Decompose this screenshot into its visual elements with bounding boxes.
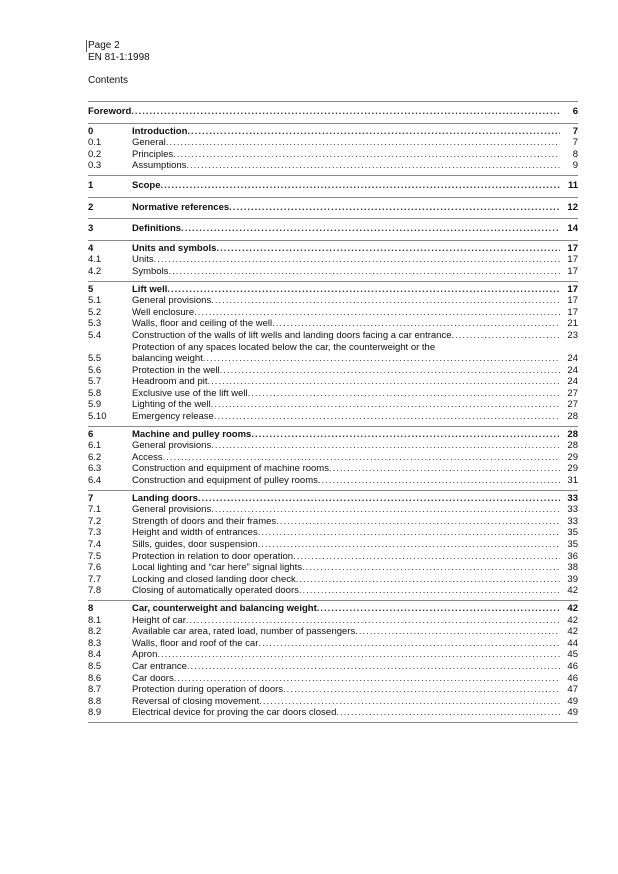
toc-page-number: 21 [567,318,578,330]
toc-entry[interactable] [88,475,578,487]
toc-entry-number: 5.10 [88,411,107,423]
toc-entry-number: 5.4 [88,329,102,341]
leader-dots [293,551,560,563]
toc-page-number: 23 [567,329,578,341]
toc-section [88,123,578,175]
toc-entry-title: Access [132,451,163,463]
toc-page-number: 17 [567,242,578,254]
toc-entry[interactable] [88,527,578,539]
toc-entry-number: 8.8 [88,695,102,707]
toc-section [88,218,578,240]
toc-heading-entry[interactable] [88,603,578,615]
toc-entry-number: 7 [88,492,94,504]
toc-page-number: 28 [567,440,578,452]
toc-entry[interactable] [88,440,578,452]
toc-entry-title: Car, counterweight and balancing weight [132,602,317,614]
toc-entry-title: Lighting of the well [132,399,211,411]
toc-page-number: 7 [572,125,578,137]
leader-dots [181,223,560,235]
toc-heading-entry[interactable] [88,493,578,505]
toc-entry-title: Strength of doors and their frames [132,515,277,527]
toc-entry[interactable] [88,295,578,307]
leader-dots [251,429,560,441]
toc-entry[interactable] [88,399,578,411]
toc-entry[interactable] [88,411,578,423]
leader-dots [258,638,560,650]
leader-dots [173,149,560,161]
toc-entry-number: 5.9 [88,399,102,411]
toc-entry[interactable] [88,137,578,149]
toc-entry-number: 5.7 [88,376,102,388]
toc-page-number: 28 [567,411,578,423]
toc-entry-number: 5.8 [88,387,102,399]
toc-page-number: 28 [567,428,578,440]
toc-entry-number: 8 [88,602,94,614]
toc-page-number: 42 [567,602,578,614]
toc-page-number: 12 [567,201,578,213]
toc-entry-title: Lift well [132,283,168,295]
toc-entry[interactable] [88,160,578,172]
toc-entry-title: Construction of the walls of lift wells and landing doors facing a car entrance [132,329,452,341]
toc-entry-number: 6 [88,428,94,440]
toc-entry-number: 8.4 [88,649,102,661]
toc-section [88,600,578,723]
toc-entry-title: Walls, floor and ceiling of the well [132,318,273,330]
toc-entry[interactable] [88,562,578,574]
toc-entry-title: General provisions [132,440,212,452]
toc-section [88,197,578,219]
toc-entry-title: Symbols [132,265,169,277]
toc-entry[interactable] [88,365,578,377]
leader-dots [187,126,560,138]
toc-entry-title-continued: balancing weight [132,353,203,365]
toc-page-number: 42 [567,585,578,597]
toc-page-number: 35 [567,527,578,539]
leader-dots [168,266,560,278]
toc-entry-title: Height of car [132,614,186,626]
toc-page-number: 17 [567,295,578,307]
leader-dots [161,180,560,192]
toc-page-number: 17 [567,265,578,277]
toc-entry[interactable] [88,707,578,719]
toc-entry-title: Walls, floor and roof of the car [132,637,259,649]
leader-dots [276,516,560,528]
toc-entry[interactable] [88,638,578,650]
toc-entry-number: 5 [88,283,94,295]
toc-entry-number: 5.2 [88,306,102,318]
toc-section [88,101,578,123]
leader-dots [299,585,560,597]
toc-entry-title: Car entrance [132,660,187,672]
toc-entry-title: General provisions [132,295,212,307]
toc-entry-number: 4.2 [88,265,102,277]
toc-page-number: 29 [567,451,578,463]
toc-heading-entry[interactable] [88,202,578,214]
toc-entry-number: 7.1 [88,504,102,516]
toc-entry[interactable] [88,684,578,696]
toc-entry-number: 8.1 [88,614,102,626]
leader-dots [211,504,560,516]
toc-entry-number: 8.6 [88,672,102,684]
toc-entry-title: Units [132,254,154,266]
toc-page-number: 42 [567,614,578,626]
toc-entry[interactable] [88,452,578,464]
toc-entry[interactable] [88,318,578,330]
toc-entry-number: 5.5 [88,353,102,365]
leader-dots [211,440,560,452]
toc-page-number: 46 [567,672,578,684]
toc-entry-title: Construction and equipment of machine rooms [132,463,329,475]
toc-page-number: 45 [567,649,578,661]
toc-entry-title: Electrical device for proving the car doors closed [132,707,337,719]
leader-dots [220,365,560,377]
leader-dots [216,243,560,255]
toc-entry-number: 7.6 [88,562,102,574]
toc-entry-title: Normative references [132,201,230,213]
toc-entry-title: Apron [132,649,158,661]
leader-dots [317,603,560,615]
toc-entry-title: Local lighting and “car here” signal lights [132,562,303,574]
toc-entry[interactable] [88,149,578,161]
toc-entry[interactable] [88,388,578,400]
toc-entry-number: 6.3 [88,463,102,475]
toc-section [88,175,578,197]
toc-entry-title: Headroom and pit [132,376,208,388]
toc-entry-title: Units and symbols [132,242,217,254]
toc-entry-number: 7.7 [88,573,102,585]
leader-dots [355,626,560,638]
toc-entry[interactable] [88,626,578,638]
toc-entry-number: 7.4 [88,539,102,550]
leader-dots [248,388,560,400]
toc-page-number: 33 [567,515,578,527]
toc-entry-number: 5.3 [88,318,102,330]
toc-entry-number: 6.2 [88,451,102,463]
toc-heading-entry[interactable] [88,126,578,138]
toc-entry-title: Protection of any spaces located below the car, the counterweight or the [132,341,436,353]
toc-section [88,281,578,426]
toc-entry-title: Protection during operation of doors [132,684,284,696]
toc-entry-number: 4 [88,242,94,254]
toc-entry-title: Introduction [132,125,188,137]
toc-entry-title: Reversal of closing movement [132,695,260,707]
toc-entry-number: 0.2 [88,148,102,160]
toc-entry-number: 0.3 [88,160,102,172]
toc-entry[interactable] [88,376,578,388]
leader-dots [302,562,560,574]
contents-title: Contents [88,75,129,86]
toc-page-number: 17 [567,306,578,318]
leader-dots [131,106,560,118]
toc-page-number: 24 [567,376,578,388]
toc-page-number: 39 [567,573,578,585]
toc-page-number: 49 [567,695,578,707]
leader-dots [336,707,560,719]
toc-entry-number: 8.5 [88,660,102,672]
toc-entry-title: Foreword [88,106,132,117]
toc-entry-number: 6.1 [88,440,102,452]
toc-page-number: 33 [567,492,578,504]
standard-id-header: EN 81-1:1998 [88,52,150,63]
toc-page-number: 14 [567,223,578,235]
toc-entry[interactable] [88,539,578,551]
page-number-header: Page 2 [86,40,578,52]
toc-heading-entry[interactable] [88,223,578,235]
toc-entry-title: General [132,137,166,149]
toc-entry[interactable] [88,615,578,627]
toc-page-number: 24 [567,353,578,365]
toc-page-number: 9 [572,160,578,172]
toc-entry-title: Car doors [132,672,174,684]
document-page [88,40,578,723]
leader-dots [163,452,560,464]
toc-entry-title: General provisions [132,504,212,516]
toc-entry-title: Emergency release [132,411,214,423]
toc-entry[interactable] [88,330,578,342]
toc-heading-entry[interactable] [88,180,578,192]
toc-page-number: 27 [567,399,578,411]
toc-entry-title: Closing of automatically operated doors [132,585,299,597]
toc-entry[interactable] [88,266,578,278]
toc-entry-title: Machine and pulley rooms [132,428,252,440]
toc-section [88,240,578,281]
toc-entry-title: Construction and equipment of pulley rooms [132,475,318,487]
toc-entry-number: 8.3 [88,637,102,649]
table-of-contents [88,101,578,723]
leader-dots [283,684,560,696]
toc-entry-title: Protection in relation to door operation [132,550,294,562]
toc-entry-number: 5.1 [88,295,102,307]
leader-dots [318,475,560,487]
toc-page-number: 42 [567,626,578,638]
leader-dots [194,307,560,319]
toc-page-number: 6 [572,106,578,117]
leader-dots [258,527,560,539]
leader-dots [187,661,560,673]
toc-page-number: 27 [567,387,578,399]
toc-entry-title: Principles [132,148,174,160]
leader-dots [329,463,560,475]
toc-entry[interactable] [88,673,578,685]
leader-dots [154,254,560,266]
toc-entry[interactable] [88,551,578,563]
toc-page-number: 24 [567,364,578,376]
toc-entry-number: 5.6 [88,364,102,376]
toc-page-number: 31 [567,475,578,487]
toc-entry[interactable] [88,307,578,319]
toc-entry-number: 7.3 [88,527,102,539]
toc-page-number: 47 [567,684,578,696]
toc-entry-title: Well enclosure [132,306,195,318]
toc-entry[interactable] [88,254,578,266]
leader-dots [296,574,560,586]
toc-section [88,490,578,600]
leader-dots [186,615,560,627]
toc-page-number: 29 [567,463,578,475]
toc-entry-title: Definitions [132,223,182,235]
toc-page-number: 46 [567,660,578,672]
toc-entry-title: Protection in the well [132,364,220,376]
toc-heading-entry[interactable] [88,243,578,255]
toc-entry-number: 8.7 [88,684,102,696]
toc-entry-number: 0.1 [88,137,102,149]
toc-entry[interactable] [88,696,578,708]
toc-entry-number: 2 [88,201,94,213]
toc-section [88,426,578,490]
toc-page-number: 17 [567,254,578,266]
toc-entry-number: 7.8 [88,585,102,597]
toc-entry[interactable] [88,516,578,528]
toc-entry-title: Height and width of entrances [132,527,258,539]
toc-heading-entry[interactable] [88,284,578,296]
toc-page-number: 17 [567,283,578,295]
toc-entry-number: 6.4 [88,475,102,487]
toc-entry[interactable] [88,463,578,475]
toc-entry[interactable] [88,504,578,516]
leader-dots [211,295,560,307]
leader-dots [198,493,560,505]
leader-dots [166,137,560,149]
toc-entry-title: Landing doors [132,492,198,504]
toc-page-number: 36 [567,550,578,562]
toc-entry-number: 3 [88,223,94,235]
toc-heading-entry[interactable] [88,429,578,441]
toc-page-number: 7 [572,137,578,149]
toc-entry-number: 0 [88,125,94,137]
toc-entry[interactable] [88,649,578,661]
toc-entry-number: 4.1 [88,254,102,266]
toc-entry[interactable] [88,574,578,586]
toc-entry[interactable] [88,661,578,673]
toc-page-number: 49 [567,707,578,719]
leader-dots [451,330,560,342]
toc-entry-title: Scope [132,179,161,191]
toc-page-number: 11 [567,179,578,191]
toc-entry-number: 7.2 [88,515,102,527]
toc-entry-title: Exclusive use of the lift well [132,387,248,399]
toc-page-number: 44 [567,637,578,649]
toc-entry-number: 1 [88,179,94,191]
leader-dots [186,160,560,172]
toc-entry[interactable] [88,342,578,365]
leader-dots [167,284,560,296]
leader-dots [203,353,560,365]
leader-dots [211,399,560,411]
toc-entry-number: 8.2 [88,626,102,638]
leader-dots [208,376,560,388]
toc-page-number: 8 [572,148,578,160]
leader-dots [229,202,560,214]
toc-page-number: 33 [567,504,578,516]
toc-entry-number: 7.5 [88,550,102,562]
leader-dots [157,649,560,661]
toc-entry-title: Locking and closed landing door check [132,573,296,585]
leader-dots [214,411,560,423]
leader-dots [174,673,560,685]
toc-heading-entry[interactable] [88,106,578,118]
leader-dots [259,696,560,708]
toc-entry-title: Sills, guides, door suspension [132,539,258,550]
toc-page-number: 38 [567,562,578,574]
toc-entry-title: Available car area, rated load, number of passengers [132,626,356,638]
toc-page-number: 35 [567,539,578,550]
toc-entry[interactable] [88,585,578,597]
toc-entry-title: Assumptions [132,160,187,172]
toc-entry-number: 8.9 [88,707,102,719]
leader-dots [258,539,560,551]
leader-dots [272,318,560,330]
